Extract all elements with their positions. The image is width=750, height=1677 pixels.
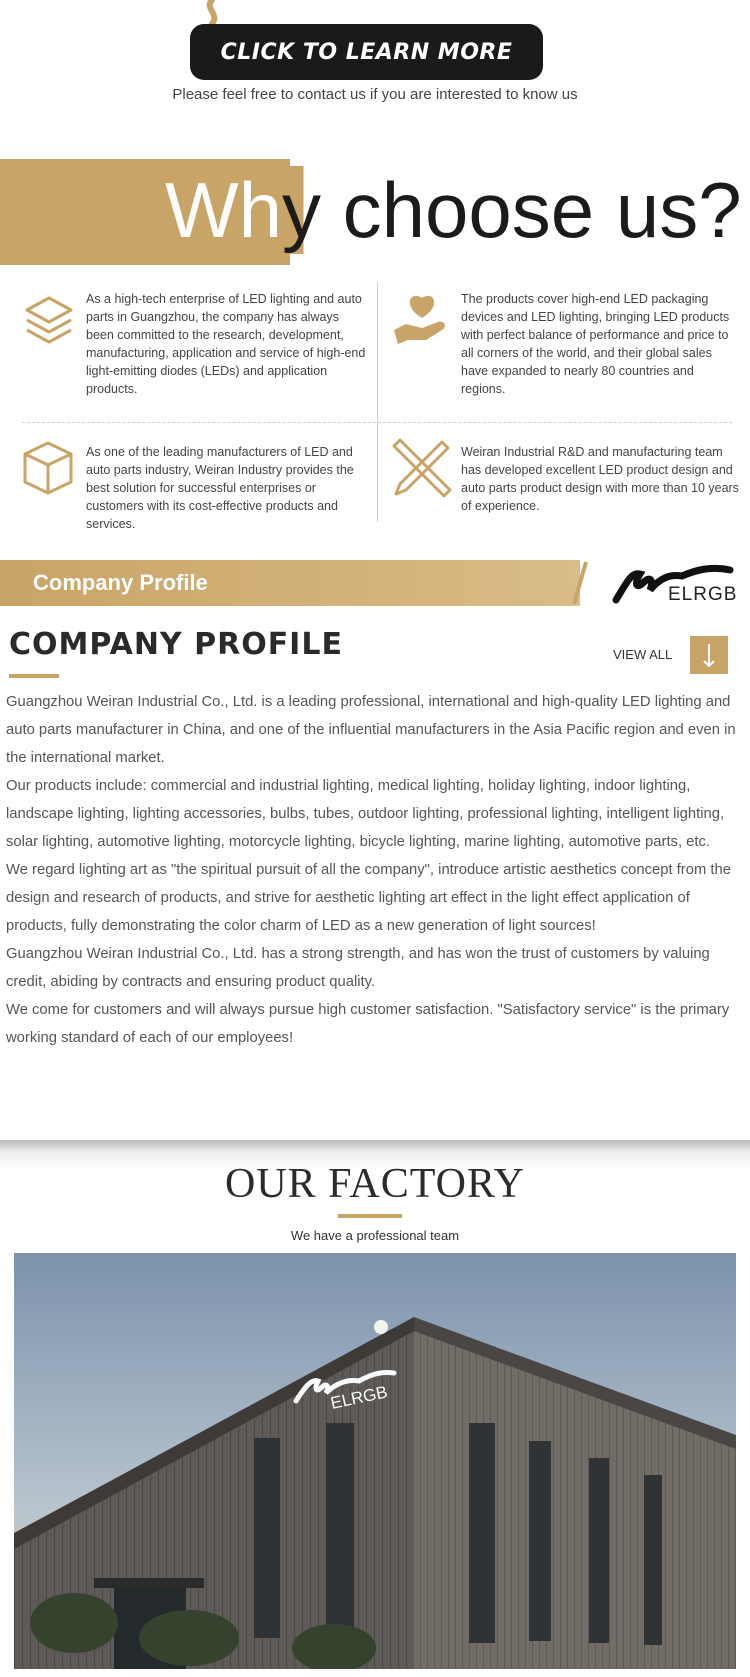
profile-paragraph: We come for customers and will always pursue high customer satisfaction. "Satisfactory service" is the primary working standard of each of our employees! — [6, 1002, 730, 1046]
brand-name: ELRGB — [668, 584, 738, 605]
why-title: Why choose us? — [165, 166, 742, 254]
title-underline — [9, 674, 59, 678]
brand-logo — [610, 560, 740, 610]
cta-subtitle: Please feel free to contact us if you are interested to know us — [172, 86, 578, 103]
factory-subtitle: We have a professional team — [290, 1228, 460, 1243]
profile-paragraph: Guangzhou Weiran Industrial Co., Ltd. has a strong strength, and has won the trust of customers by valuing credit, abiding by contracts and ensuring product quality. — [6, 946, 710, 990]
layers-icon — [24, 295, 74, 347]
feature-vertical-divider — [377, 282, 378, 522]
view-all-link[interactable]: VIEW ALL — [613, 647, 673, 662]
profile-paragraph: Guangzhou Weiran Industrial Co., Ltd. is a leading professional, international and high-quality LED lighting and auto parts manufacturer in China, and one of the influential manufacturers in the Asia Pacific region and even in the international market. — [6, 694, 736, 766]
learn-more-button[interactable]: CLICK TO LEARN MORE — [190, 24, 543, 80]
factory-building-image — [14, 1253, 736, 1669]
profile-paragraph: Our products include: commercial and industrial lighting, medical lighting, holiday lighting, indoor lighting, landscape lighting, lighting accessories, bulbs, tubes, outdoor lighting, professional lighting, intelligent lighting, solar lighting, automotive lighting, motorcycle lighting, bicycle lighting, marine lighting, automotive parts, etc. — [6, 778, 725, 850]
feature-text: As one of the leading manufacturers of LED and auto parts industry, Weiran Industry provides the best solution for successful enterprises or customers with its cost-effective products and services. — [86, 445, 354, 531]
factory-sign-text: ELRGB — [328, 1382, 390, 1413]
pencil-ruler-icon — [392, 438, 452, 498]
feature-text: As a high-tech enterprise of LED lighting and auto parts in Guangzhou, the company has always been committed to the research, development, manufacturing, application and service of high-end light-emitting diodes (LEDs) and application products. — [86, 292, 366, 396]
company-profile-title: COMPANY PROFILE — [9, 627, 343, 662]
view-all-button[interactable] — [690, 636, 728, 674]
feature-horizontal-divider — [22, 422, 732, 423]
factory-title: OUR FACTORY — [224, 1161, 526, 1207]
feature-text: Weiran Industrial R&D and manufacturing team has developed excellent LED product design and auto parts product design with more than 10 years of experience. — [461, 445, 739, 513]
factory-title-underline — [338, 1214, 402, 1218]
company-profile-text — [6, 688, 736, 1052]
hand-heart-icon — [392, 288, 454, 348]
feature-text: The products cover high-end LED packaging devices and LED lighting, bringing LED products with perfect balance of performance and price to all corners of the world, and their global sales have expanded to nearly 80 countries and regions. — [461, 292, 730, 396]
company-profile-bar-label: Company Profile — [33, 570, 208, 595]
box-icon — [22, 440, 74, 496]
profile-paragraph: We regard lighting art as "the spiritual pursuit of all the company", introduce artistic aesthetics concept from the design and research of products, and strive for aesthetic lighting art effect in the light effect application of products, fully demonstrating the color charm of LED as a new generation of light sources! — [6, 862, 731, 934]
slash-accent-icon — [570, 560, 590, 606]
arrow-down-icon — [690, 636, 728, 674]
